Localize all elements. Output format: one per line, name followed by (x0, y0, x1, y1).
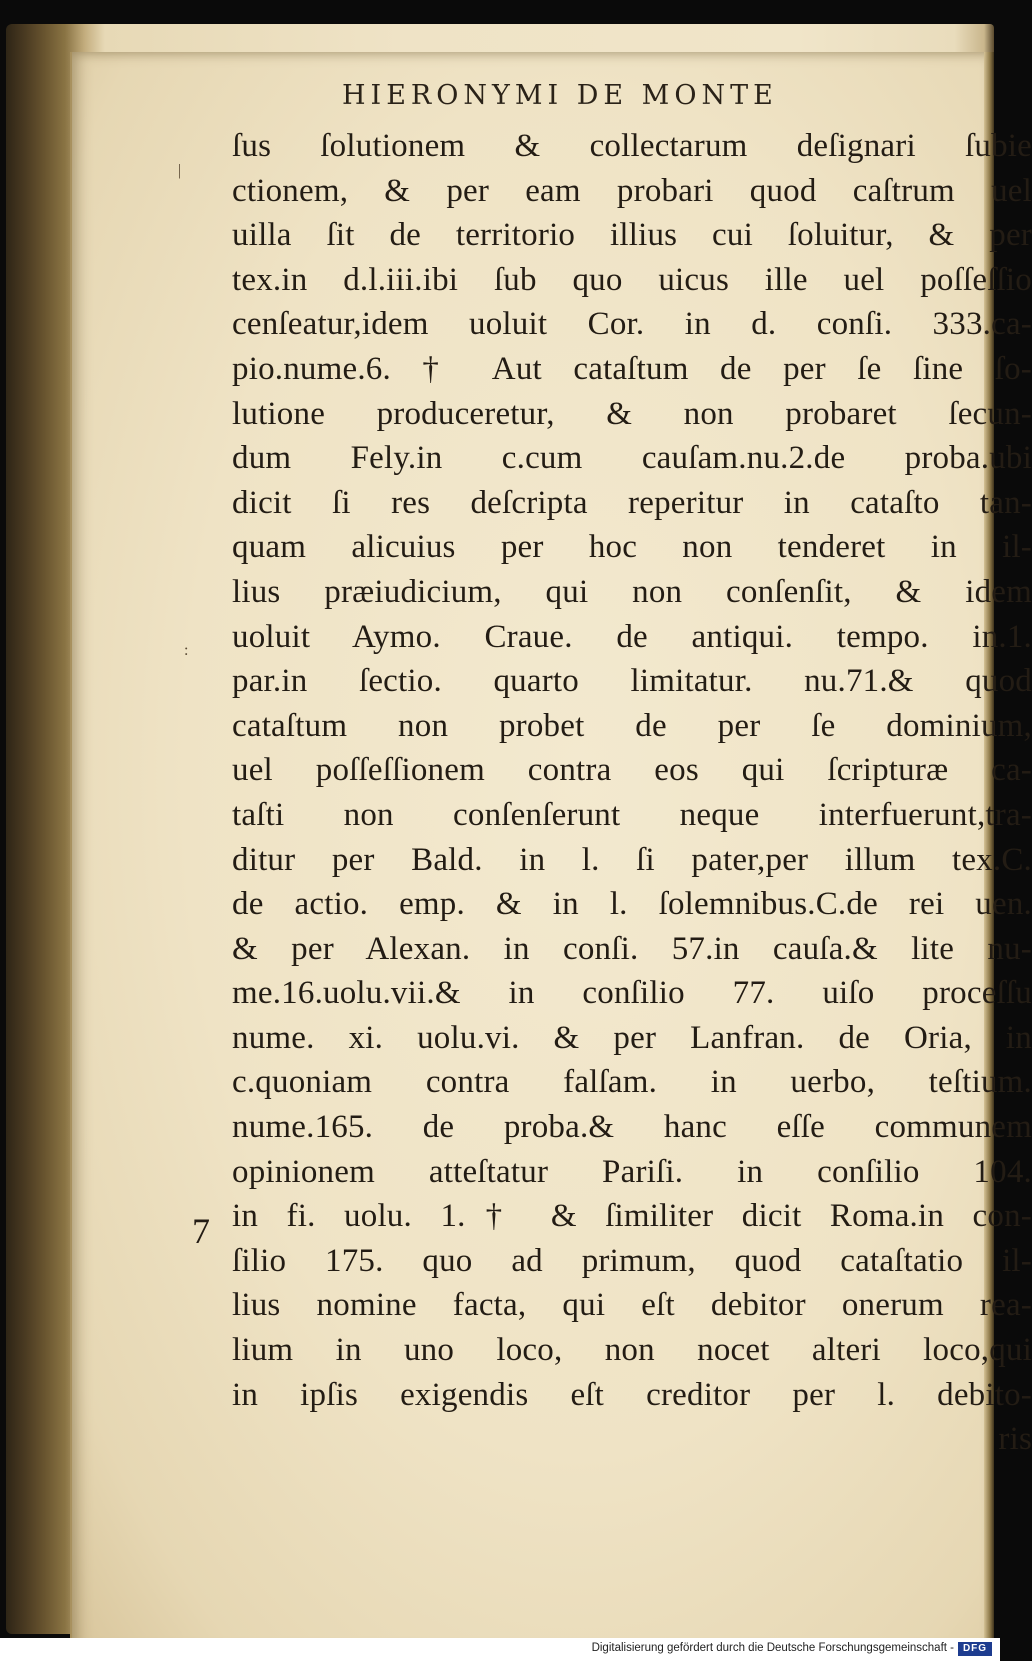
text-line: ditur per Bald. in l. ſi pater,per illum tex.C. (232, 841, 1032, 878)
text-line: uel poſſeſſionem contra eos qui ſcripturæ ca- (232, 752, 1032, 789)
text-line: de actio. emp. & in l. ſolemnibus.C.de rei uen. (232, 886, 1032, 923)
text-line: cenſeatur,idem uoluit Cor. in d. conſi. 333.ca- (232, 306, 1032, 343)
text-line: ctionem, & per eam probari quod caſtrum uel (232, 172, 1032, 209)
margin-mark-middle: : (184, 642, 189, 659)
text-line: par.in ſectio. quarto limitatur. nu.71.& quod (232, 663, 1032, 700)
text-line: dum Fely.in c.cum cauſam.nu.2.de proba.ubi (232, 440, 1032, 477)
text-line: opinionem atteſtatur Pariſi. in conſilio 104. (232, 1153, 1032, 1190)
text-line: lutione produceretur, & non probaret ſecun- (232, 395, 1032, 432)
text-line: in fi. uolu. 1.† & ſimiliter dicit Roma.in con- (232, 1198, 1032, 1235)
text-line: & per Alexan. in conſi. 57.in cauſa.& lite nu- (232, 930, 1032, 967)
text-line: ſilio 175. quo ad primum, quod cataſtatio il- (232, 1242, 1032, 1279)
text-line: cataſtum non probet de per ſe dominium, (232, 707, 1032, 744)
text-line: lius præiudicium, qui non conſenſit, & idem (232, 573, 1032, 610)
text-line: ſus ſolutionem & collectarum deſignari ſubie (232, 128, 1032, 164)
dfg-logo-icon: DFG (958, 1642, 992, 1656)
text-line: uilla ſit de territorio illius cui ſoluitur, & per (232, 217, 1032, 254)
text-line: in ipſis exigendis eſt creditor per l. debito- (232, 1376, 1032, 1413)
book-page (70, 52, 1032, 1652)
margin-number: 7 (192, 1211, 210, 1251)
text-line: pio.nume.6. † Aut cataſtum de per ſe ſine ſo- (232, 350, 1032, 387)
text-line: dicit ſi res deſcripta reperitur in cataſto tan- (232, 484, 1032, 521)
text-line: taſti non conſenſerunt neque interfuerunt,tra- (232, 796, 1032, 833)
text-line: nume.165. de proba.& hanc eſſe communem (232, 1109, 1032, 1146)
text-line: me.16.uolu.vii.& in conſilio 77. uiſo proceſſu (232, 975, 1032, 1012)
running-head: HIERONYMI DE MONTE (342, 80, 778, 111)
text-line: lius nomine facta, qui eſt debitor onerum rea- (232, 1287, 1032, 1324)
margin-mark-top: | (178, 162, 182, 179)
text-line: nume. xi. uolu.vi. & per Lanfran. de Oria, in (232, 1019, 1032, 1056)
text-line: c.quoniam contra falſam. in uerbo, teſtium. (232, 1064, 1032, 1101)
text-line: quam alicuius per hoc non tenderet in il- (232, 529, 1032, 566)
book-binding (6, 24, 1032, 1634)
text-line: lium in uno loco, non nocet alteri loco,qui (232, 1332, 1032, 1369)
footer-credit: Digitalisierung gefördert durch die Deutsche Forschungsgemeinschaft - (591, 1642, 954, 1654)
body-text (232, 124, 1032, 1462)
text-line: ris (998, 1421, 1032, 1458)
text-line: uoluit Aymo. Craue. de antiqui. tempo. in.1. (232, 618, 1032, 655)
text-line: tex.in d.l.iii.ibi ſub quo uicus ille uel poſſeſſio (232, 261, 1032, 298)
footer-bar (0, 1638, 1000, 1661)
